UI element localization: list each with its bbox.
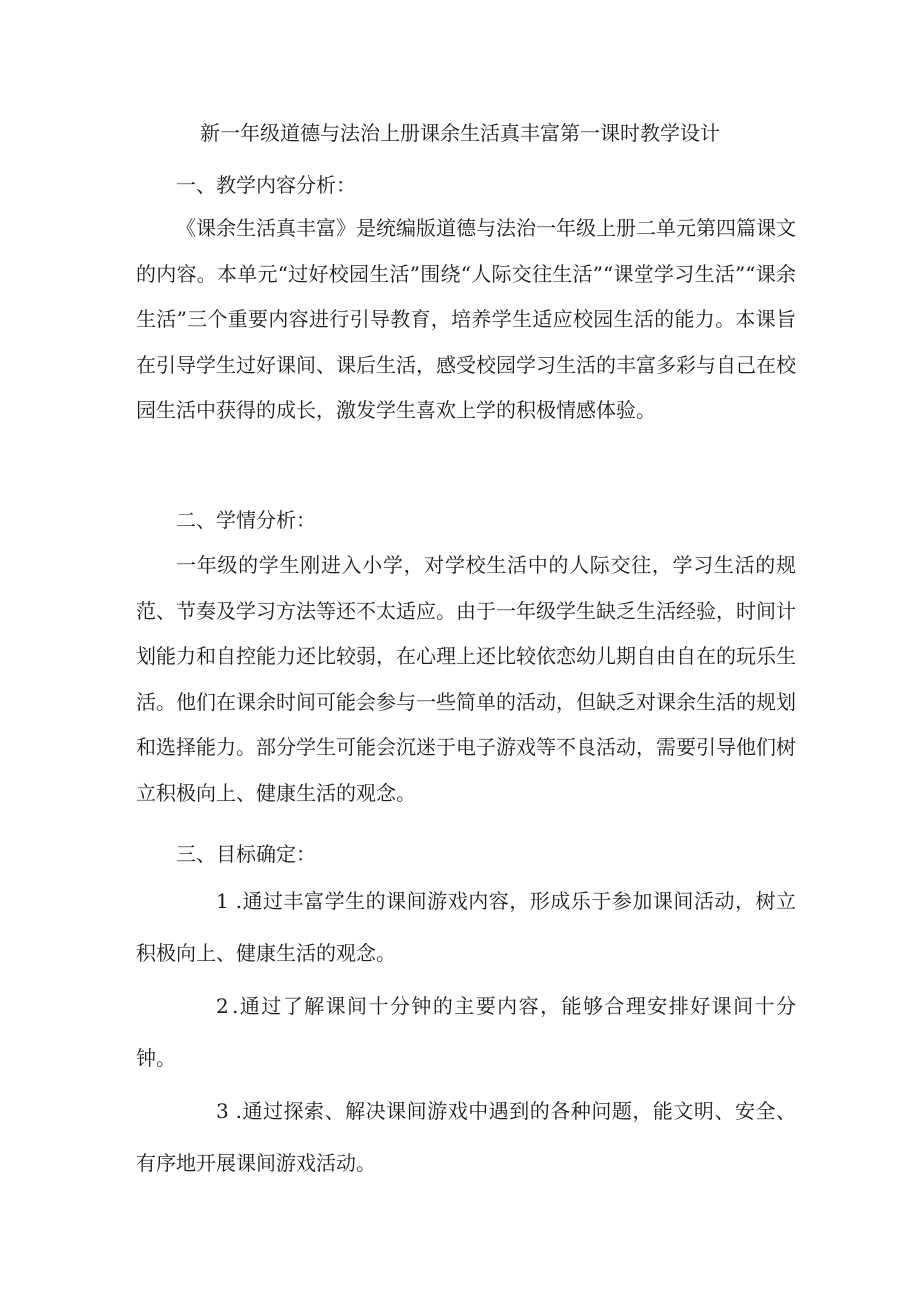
section-heading-student-analysis: 二、学情分析： (176, 508, 316, 532)
objective-item (136, 980, 796, 1084)
objective-item (136, 1085, 796, 1189)
section-paragraph-content-analysis: 《课余生活真丰富》是统编版道德与法治一年级上册二单元第四篇课文的内容。本单元“过好校园生活”围绕“人际交往生活”“课堂学习生活”“课余生活”三个重要内容进行引导教育，培养学生适应校园生活的能力。本课旨在引导学生过好课间、课后生活，感受校园学习生活的丰富多彩与自己在校园生活中获得的成长，激发学生喜欢上学的积极情感体验。 (136, 216, 796, 422)
document-title: 新一年级道德与法治上册课余生活真丰富第一课时教学设计 (200, 121, 720, 145)
objective-text: .通过探索、解决课间游戏中遇到的各种问题，能文明、安全、有序地开展课间游戏活动。 (136, 1099, 797, 1175)
section-heading-objectives: 三、目标确定： (176, 842, 316, 866)
objective-text: .通过丰富学生的课间游戏内容，形成乐于参加课间活动，树立积极向上、健康生活的观念。 (136, 889, 797, 965)
objective-number: 2 (216, 994, 229, 1018)
objective-number: 1 (216, 889, 229, 913)
objective-item (136, 875, 796, 979)
section-paragraph-student-analysis: 一年级的学生刚进入小学，对学校生活中的人际交往，学习生活的规范、节奏及学习方法等还不太适应。由于一年级学生缺乏生活经验，时间计划能力和自控能力还比较弱，在心理上还比较依恋幼儿期自由自在的玩乐生活。他们在课余时间可能会参与一些简单的活动，但缺乏对课余生活的规划和选择能力。部分学生可能会沉迷于电子游戏等不良活动，需要引导他们树立积极向上、健康生活的观念。 (136, 553, 796, 805)
section-heading-content-analysis: 一、教学内容分析： (176, 173, 356, 197)
objective-text: .通过了解课间十分钟的主要内容，能够合理安排好课间十分钟。 (136, 994, 796, 1070)
objective-number: 3 (216, 1099, 229, 1123)
